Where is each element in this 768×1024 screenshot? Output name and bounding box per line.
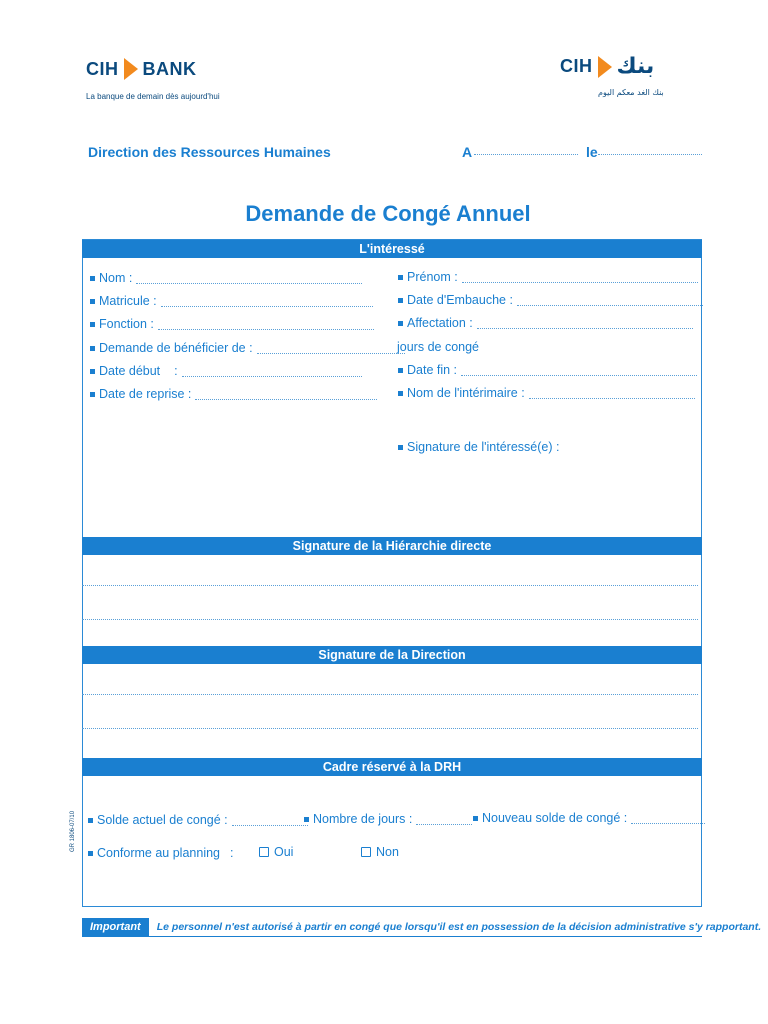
- field-date-debut: [90, 364, 362, 378]
- hierarchie-line-2[interactable]: [82, 619, 698, 620]
- field-affectation: [398, 316, 693, 330]
- cih-bank-logo: [86, 58, 197, 80]
- hierarchie-line-1[interactable]: [82, 585, 698, 586]
- field-nom-interimaire-label: Nom de l'intérimaire :: [407, 386, 525, 400]
- bullet-icon: [88, 851, 93, 856]
- important-underline: [82, 936, 702, 937]
- field-nouveau-solde: [473, 811, 705, 825]
- cih-arabic-logo: [560, 54, 654, 79]
- checkbox-oui-icon[interactable]: [259, 847, 269, 857]
- field-demande: [90, 341, 405, 355]
- date-debut-input-line[interactable]: [182, 366, 362, 377]
- field-signature-interesse-label: Signature de l'intéressé(e) :: [407, 440, 560, 454]
- field-conforme-label: Conforme au planning: [97, 846, 220, 860]
- logo-arabic-text: بنك: [616, 54, 655, 79]
- nouveau-solde-input-line[interactable]: [631, 813, 705, 824]
- bullet-icon: [90, 299, 95, 304]
- bullet-icon: [90, 322, 95, 327]
- jours-conge-label: jours de congé: [397, 340, 480, 354]
- bullet-icon: [473, 816, 478, 821]
- important-text: Le personnel n'est autorisé à partir en congé que lorsqu'il est en possession de la décision administrative s'y rapportant.: [156, 921, 762, 933]
- field-date-fin: [398, 363, 697, 377]
- section-direction-header: Signature de la Direction: [82, 646, 702, 664]
- bullet-icon: [304, 817, 309, 822]
- field-demande-label: Demande de bénéficier de :: [99, 341, 253, 355]
- place-line[interactable]: [474, 154, 578, 155]
- field-prenom: [398, 270, 698, 284]
- field-conforme-colon: :: [230, 846, 234, 860]
- field-date-fin-label: Date fin :: [407, 363, 458, 377]
- field-solde-actuel: [88, 813, 308, 827]
- fonction-input-line[interactable]: [158, 319, 374, 330]
- field-date-reprise-label: Date de reprise :: [99, 387, 192, 401]
- bullet-icon: [398, 275, 403, 280]
- place-label: A: [462, 144, 473, 160]
- checkbox-oui[interactable]: [259, 845, 293, 859]
- bullet-icon: [398, 368, 403, 373]
- logo-tagline: La banque de demain dès aujourd'hui: [86, 92, 220, 101]
- field-date-reprise: [90, 387, 377, 401]
- field-nombre-jours-label: Nombre de jours :: [313, 812, 413, 826]
- solde-actuel-input-line[interactable]: [232, 815, 308, 826]
- logo-cih-text: CIH: [86, 58, 119, 79]
- date-embauche-input-line[interactable]: [517, 295, 703, 306]
- field-solde-actuel-label: Solde actuel de congé :: [97, 813, 228, 827]
- bullet-icon: [90, 392, 95, 397]
- section-drh-header: Cadre réservé à la DRH: [82, 758, 702, 776]
- field-nom: [90, 271, 362, 285]
- prenom-input-line[interactable]: [462, 272, 698, 283]
- field-nouveau-solde-label: Nouveau solde de congé :: [482, 811, 628, 825]
- field-affectation-label: Affectation :: [407, 316, 473, 330]
- bullet-icon: [398, 321, 403, 326]
- section-interesse-header: L'intéressé: [82, 240, 702, 258]
- field-fonction-label: Fonction :: [99, 317, 154, 331]
- field-nom-label: Nom :: [99, 271, 133, 285]
- bullet-icon: [398, 391, 403, 396]
- bullet-icon: [90, 346, 95, 351]
- logo-right-cih-text: CIH: [560, 56, 593, 76]
- bullet-icon: [90, 276, 95, 281]
- checkbox-oui-label: Oui: [274, 845, 294, 859]
- field-date-embauche-label: Date d'Embauche :: [407, 293, 513, 307]
- form-reference: GR 1806-07/10: [70, 810, 76, 852]
- direction-line-1[interactable]: [82, 694, 698, 695]
- demande-input-line[interactable]: [257, 343, 405, 354]
- date-line[interactable]: [598, 154, 702, 155]
- date-label: le: [586, 144, 598, 160]
- field-matricule: [90, 294, 373, 308]
- field-date-debut-label: Date début: [99, 364, 161, 378]
- chevron-right-icon: [598, 56, 612, 78]
- chevron-icon: [124, 58, 138, 80]
- date-reprise-input-line[interactable]: [195, 389, 377, 400]
- matricule-input-line[interactable]: [161, 296, 373, 307]
- checkbox-non-icon[interactable]: [361, 847, 371, 857]
- bullet-icon: [398, 298, 403, 303]
- field-conforme: [88, 846, 233, 860]
- nombre-jours-input-line[interactable]: [416, 814, 472, 825]
- affectation-input-line[interactable]: [477, 318, 693, 329]
- bullet-icon: [90, 369, 95, 374]
- logo-arabic-tagline: بنك الغد معكم اليوم: [598, 88, 664, 97]
- field-matricule-label: Matricule :: [99, 294, 157, 308]
- nom-input-line[interactable]: [136, 273, 362, 284]
- field-date-debut-colon: :: [174, 364, 178, 378]
- field-prenom-label: Prénom :: [407, 270, 458, 284]
- nom-interimaire-input-line[interactable]: [529, 388, 695, 399]
- field-nom-interimaire: [398, 386, 695, 400]
- direction-line-2[interactable]: [82, 728, 698, 729]
- checkbox-non-label: Non: [376, 845, 399, 859]
- field-signature-interesse: [398, 440, 559, 454]
- important-notice: [82, 918, 762, 951]
- section-hierarchie-header: Signature de la Hiérarchie directe: [82, 537, 702, 555]
- important-label: Important :: [82, 918, 149, 936]
- form-frame: [82, 239, 702, 907]
- checkbox-non[interactable]: [361, 845, 399, 859]
- field-nombre-jours: [304, 812, 472, 826]
- page-title: Demande de Congé Annuel: [245, 201, 531, 226]
- bullet-icon: [88, 818, 93, 823]
- bullet-icon: [398, 445, 403, 450]
- logo-bank-text: BANK: [142, 58, 197, 79]
- date-fin-input-line[interactable]: [461, 365, 697, 376]
- field-date-embauche: [398, 293, 703, 307]
- department-name: Direction des Ressources Humaines: [88, 144, 331, 160]
- field-fonction: [90, 317, 374, 331]
